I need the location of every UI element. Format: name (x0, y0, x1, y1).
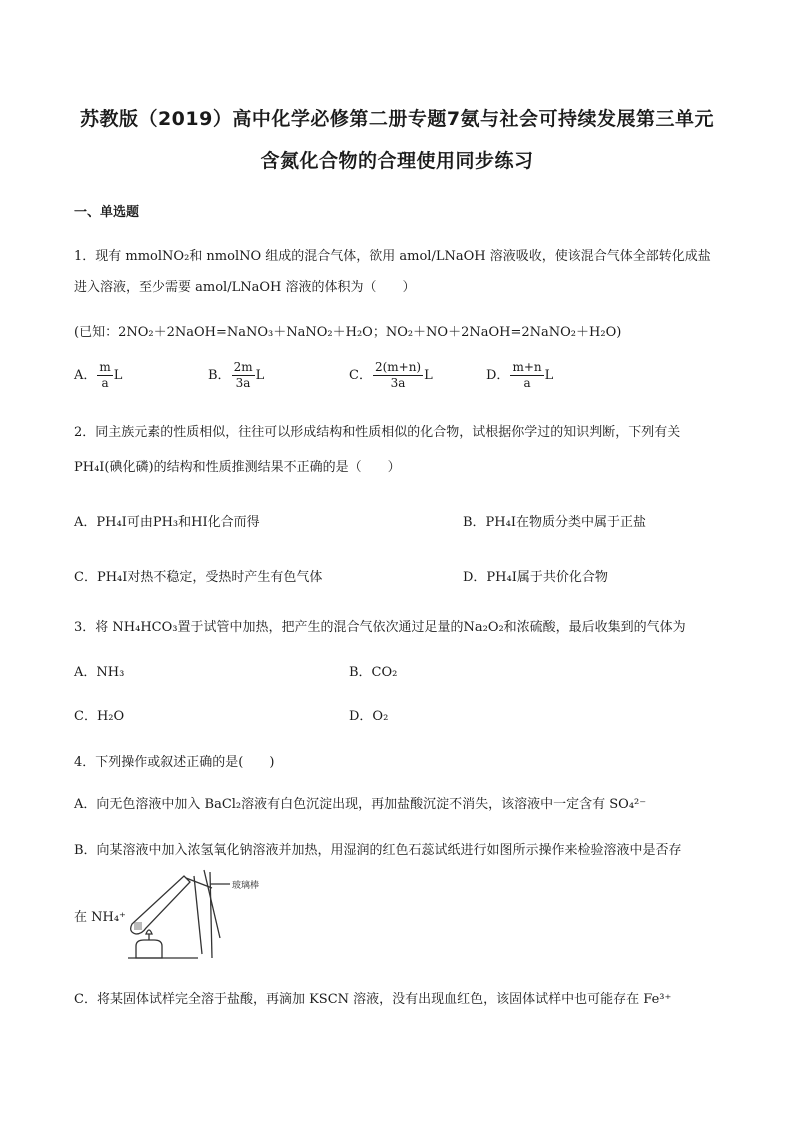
stand-rod (210, 872, 212, 958)
fraction-numerator: 2(m+n) (374, 360, 422, 374)
q4-option-b-line-2[interactable]: 在 NH₄⁺ (74, 910, 126, 925)
option-letter: B． (208, 368, 231, 383)
fraction (373, 360, 423, 391)
option-unit: L (424, 368, 433, 383)
fraction (97, 360, 112, 391)
option-unit: L (255, 368, 265, 383)
flame (146, 930, 152, 934)
q1-option-c[interactable] (349, 360, 433, 391)
lab-apparatus-diagram (118, 866, 288, 966)
fraction-denominator: 3a (390, 376, 406, 390)
q1-option-d[interactable] (486, 360, 553, 391)
title-line-2: 含氮化合物的合理使用同步练习 (260, 150, 534, 172)
q2-option-b[interactable]: B．PH₄I在物质分类中属于正盐 (463, 515, 646, 530)
title-line-1: 苏教版（2019）高中化学必修第二册专题7氨与社会可持续发展第三单元 (79, 108, 715, 130)
q3-option-b[interactable]: B．CO₂ (349, 665, 398, 680)
fraction-denominator: a (523, 376, 531, 390)
fraction-denominator: 3a (235, 376, 251, 390)
fraction-denominator: a (101, 376, 109, 390)
q1-line-1: 1．现有 mmolNO₂和 nmolNO 组成的混合气体，欲用 amol/LNaOH 溶液吸收，使该混合气体全部转化成盐 (74, 249, 711, 264)
glass-rod-label: 玻璃棒 (232, 881, 260, 891)
q3-line-1: 3．将 NH₄HCO₃置于试管中加热，把产生的混合气依次通过足量的Na₂O₂和浓硫酸，最后收集到的气体为 (74, 620, 686, 635)
liquid-in-tube (134, 922, 142, 930)
q2-line-2: PH₄I(碘化磷)的结构和性质推测结果不正确的是（ ） (74, 460, 401, 475)
fraction (510, 360, 543, 391)
glass-rod (204, 870, 220, 938)
q4-option-b-line-1[interactable]: B．向某溶液中加入浓氢氧化钠溶液并加热，用湿润的红色石蕊试纸进行如图所示操作来检验溶液中是否存 (74, 843, 682, 858)
alcohol-lamp (136, 940, 162, 958)
holder-bar (194, 876, 202, 954)
fraction (232, 360, 255, 391)
q1-option-a[interactable] (74, 360, 122, 391)
q4-option-c[interactable]: C．将某固体试样完全溶于盐酸，再滴加 KSCN 溶液，没有出现血红色，该固体试样中也可能存在 Fe³⁺ (74, 992, 672, 1007)
q1-note: (已知：2NO₂＋2NaOH=NaNO₃＋NaNO₂＋H₂O；NO₂＋NO＋2NaOH=2NaNO₂＋H₂O) (74, 325, 622, 340)
q2-option-a[interactable]: A．PH₄I可由PH₃和HI化合而得 (74, 515, 260, 530)
q3-option-c[interactable]: C．H₂O (74, 709, 125, 724)
fraction-numerator: m (99, 360, 111, 374)
section-heading: 一、单选题 (74, 205, 140, 220)
option-unit: L (113, 368, 123, 383)
q2-line-1: 2．同主族元素的性质相似，往往可以形成结构和性质相似的化合物，试根据你学过的知识判断，下列有关 (74, 425, 681, 440)
option-unit: L (544, 368, 554, 383)
option-letter: C． (349, 368, 372, 383)
q2-option-c[interactable]: C．PH₄I对热不稳定，受热时产生有色气体 (74, 570, 323, 585)
option-letter: D． (486, 368, 510, 383)
q1-line-2: 进入溶液，至少需要 amol/LNaOH 溶液的体积为（ ） (74, 280, 416, 295)
q3-option-d[interactable]: D．O₂ (349, 709, 389, 724)
fraction-numerator: 2m (233, 360, 253, 374)
q3-option-a[interactable]: A．NH₃ (74, 665, 125, 680)
q1-option-b[interactable] (208, 360, 264, 391)
q2-option-d[interactable]: D．PH₄I属于共价化合物 (463, 570, 608, 585)
option-letter: A． (74, 368, 97, 383)
fraction-numerator: m+n (512, 360, 542, 374)
q4-option-a[interactable]: A．向无色溶液中加入 BaCl₂溶液有白色沉淀出现，再加盐酸沉淀不消失，该溶液中一定含有 SO₄²⁻ (74, 797, 647, 812)
q4-line-1: 4．下列操作或叙述正确的是( ) (74, 755, 275, 770)
